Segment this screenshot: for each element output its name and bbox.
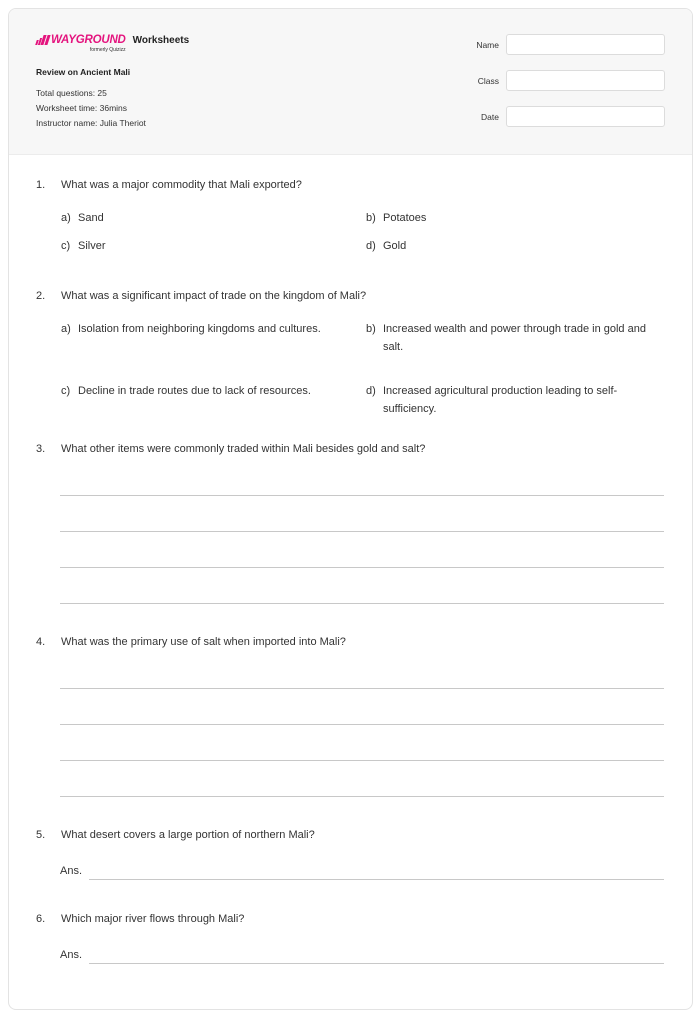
logo-text: WAYGROUND [51, 34, 126, 46]
brand-row [36, 34, 189, 53]
name-label: Name [476, 39, 499, 50]
answer-line[interactable] [89, 879, 664, 880]
answer-line[interactable] [89, 963, 664, 964]
answer-line[interactable] [60, 796, 664, 797]
question-text: What was a major commodity that Mali exported? [61, 179, 302, 191]
class-field[interactable] [506, 70, 665, 91]
wayground-logo [36, 34, 126, 53]
date-field[interactable] [506, 106, 665, 127]
product-title: Worksheets [132, 35, 190, 46]
question-text: What desert covers a large portion of northern Mali? [61, 829, 315, 841]
total-questions: Total questions: 25 [36, 88, 107, 98]
question-text: What was a significant impact of trade on the kingdom of Mali? [61, 290, 367, 302]
name-field[interactable] [506, 34, 665, 55]
answer-line[interactable] [60, 603, 664, 604]
class-label: Class [477, 75, 499, 86]
worksheet-page: WAYGROUND formerly Quizizz Worksheets Review on Ancient Mali Total questions: 25 Worksheet time: 36mins Instructor name: Julia Theriot Name Class Date 1. What was a major commodity that Mali exported? a) Sand b) Potatoes c) Silver d) Gold 2. What was a significant impact of trade on the kingdom of Mali? a) Isolation from neighboring kingdoms and cultures. b) Increased wealth and power through trade in gold and salt. c) Decline in trade routes due to lack of resources. d) Increased agricultural production leading to self-sufficiency. 3. What other items were commonly traded within Mali besides gold and salt? 4. What was the primary use of salt when imported into Mali? 5. What desert covers a large portion of northern Mali? Ans. 6. Which major river flows through Mali? Ans. [8, 8, 693, 1010]
question-number: 6. [36, 913, 46, 925]
answer-line[interactable] [60, 724, 664, 725]
question-text: Which major river flows through Mali? [61, 913, 245, 925]
question-number: 3. [36, 443, 46, 455]
answer-line[interactable] [60, 760, 664, 761]
answer-label: Ans. [60, 865, 83, 877]
logo-mark-icon [36, 35, 49, 45]
question-number: 1. [36, 179, 46, 191]
question-number: 5. [36, 829, 46, 841]
instructor-name: Instructor name: Julia Theriot [36, 118, 146, 128]
worksheet-title: Review on Ancient Mali [36, 67, 131, 77]
answer-label: Ans. [60, 949, 83, 961]
answer-line[interactable] [60, 531, 664, 532]
question-number: 2. [36, 290, 46, 302]
question-text: What other items were commonly traded within Mali besides gold and salt? [61, 443, 426, 455]
question-text: What was the primary use of salt when imported into Mali? [61, 636, 346, 648]
answer-line[interactable] [60, 567, 664, 568]
worksheet-time: Worksheet time: 36mins [36, 103, 128, 113]
worksheet-meta [36, 67, 146, 133]
question-number: 4. [36, 636, 46, 648]
student-fields [476, 34, 665, 142]
answer-line[interactable] [60, 688, 664, 689]
logo-subtext: formerly Quizizz [89, 47, 126, 53]
worksheet-header [9, 9, 692, 155]
date-label: Date [481, 111, 499, 122]
answer-line[interactable] [60, 495, 664, 496]
